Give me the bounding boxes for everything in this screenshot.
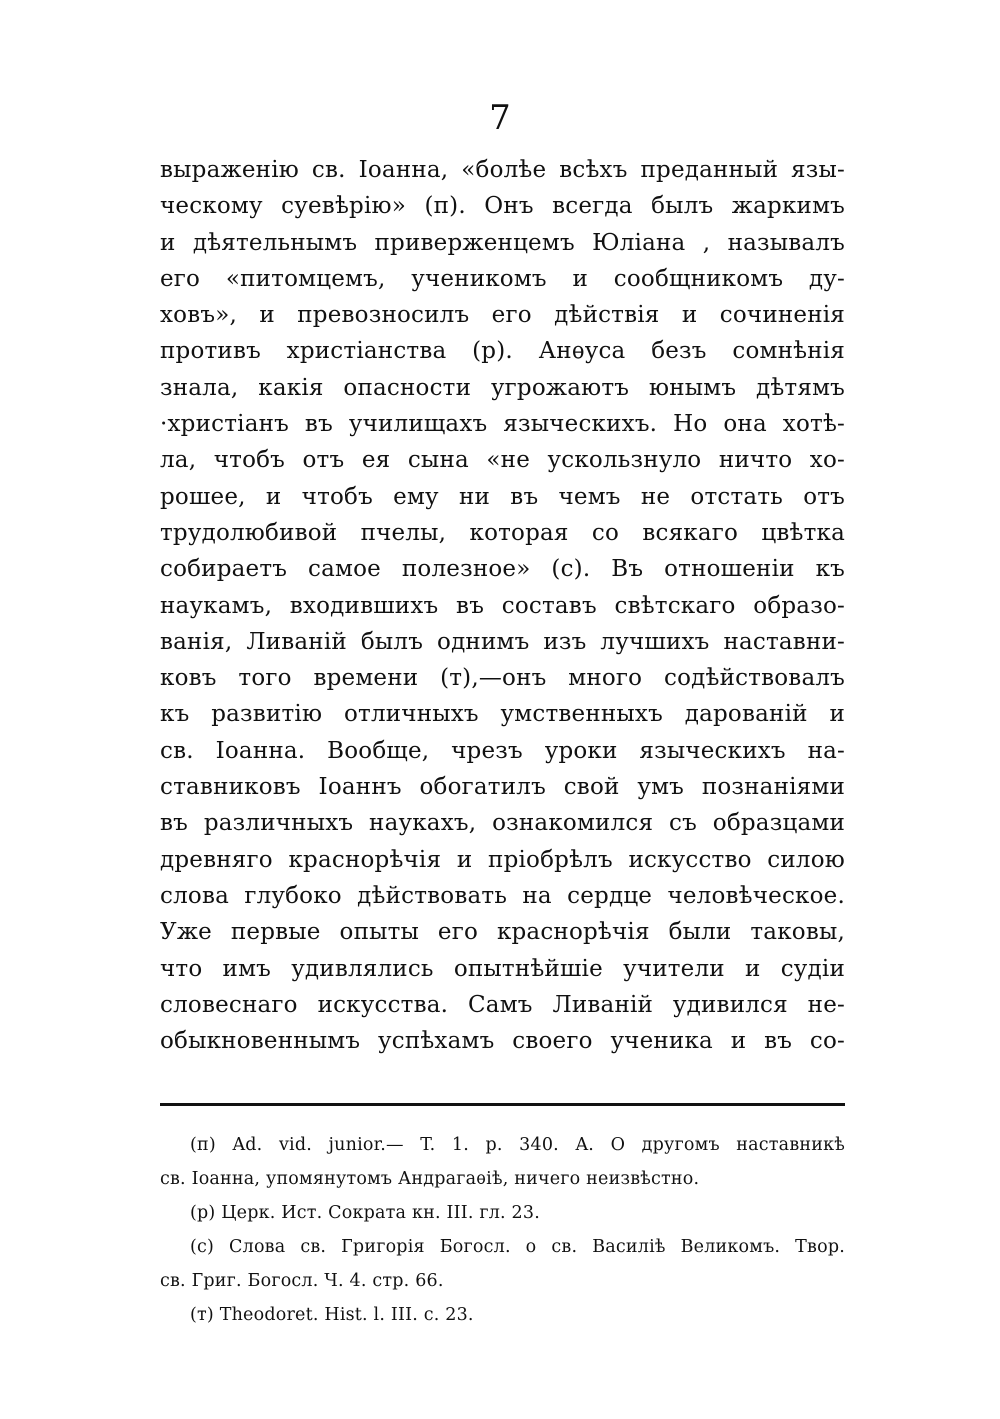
text-line: ·христіанъ въ училищахъ языческихъ. Но она хотѣ- [160, 411, 845, 438]
footnote-s-continued: св. Григ. Богосл. Ч. 4. стр. 66. [160, 1271, 444, 1291]
text-line: слова глубоко дѣйствовать на сердце человѣческое. [160, 882, 845, 909]
text-line: собираетъ самое полезное» (с). Въ отношеніи къ [160, 556, 845, 583]
text-line: Уже первые опыты его краснорѣчія были таковы, [160, 919, 845, 946]
footnote-n-continued: св. Іоанна, упомянутомъ Андрагаѳіѣ, ничего неизвѣстно. [160, 1169, 700, 1189]
text-line: къ развитію отличныхъ умственныхъ дарованій и [160, 701, 845, 728]
text-line: древняго краснорѣчія и пріобрѣлъ искусство силою [160, 846, 845, 873]
text-line: наукамъ, входившихъ въ составъ свѣтскаго образо- [160, 592, 845, 619]
text-line: выраженію св. Іоанна, «болѣе всѣхъ преданный язы- [160, 157, 845, 183]
text-line: словеснаго искусства. Самъ Ливаній удивился не- [160, 991, 845, 1018]
text-line: что имъ удивлялись опытнѣйшіе учители и судіи [160, 955, 845, 982]
footnote-separator [160, 1103, 845, 1106]
text-line: его «питомцемъ, ученикомъ и сообщникомъ ду- [160, 265, 845, 292]
page-number: 7 [489, 98, 511, 138]
text-line: ла, чтобъ отъ ея сына «не ускользнуло ничто хо- [160, 447, 845, 474]
footnote-t: (т) Theodoret. Hist. l. III. c. 23. [190, 1305, 474, 1325]
footnote-n: (п) Ad. vid. junior.— T. 1. p. 340. A. О другомъ наставникѣ [190, 1135, 845, 1155]
text-line: ческому суевѣрію» (п). Онъ всегда былъ жаркимъ [160, 193, 845, 220]
text-line: рошее, и чтобъ ему ни въ чемъ не отстать отъ [160, 483, 845, 510]
footnote-r: (р) Церк. Ист. Сократа кн. III. гл. 23. [190, 1203, 540, 1223]
main-text [160, 152, 845, 1059]
text-line: св. Іоанна. Вообще, чрезъ уроки языческихъ на- [160, 737, 845, 764]
text-line: ставниковъ Іоаннъ обогатилъ свой умъ познаніями [160, 774, 845, 801]
text-line: противъ христіанства (р). Анѳуса безъ сомнѣнія [160, 338, 845, 365]
text-line: въ различныхъ наукахъ, ознакомился съ образцами [160, 810, 845, 837]
text-line: обыкновеннымъ успѣхамъ своего ученика и въ со- [160, 1028, 845, 1055]
text-line: ванія, Ливаній былъ однимъ изъ лучшихъ наставни- [160, 628, 845, 655]
text-line: и дѣятельнымъ приверженцемъ Юліана , называлъ [160, 229, 845, 256]
text-line: трудолюбивой пчелы, которая со всякаго цвѣтка [160, 519, 845, 546]
footnotes [160, 1128, 845, 1332]
footnote-s: (с) Слова св. Григорія Богосл. о св. Василіѣ Великомъ. Твор. [190, 1237, 845, 1257]
text-line: ковъ того времени (т),—онъ много содѣйствовалъ [160, 665, 845, 692]
text-line: знала, какія опасности угрожаютъ юнымъ дѣтямъ [160, 374, 845, 401]
text-line: ховъ», и превозносилъ его дѣйствія и сочиненія [160, 302, 845, 329]
